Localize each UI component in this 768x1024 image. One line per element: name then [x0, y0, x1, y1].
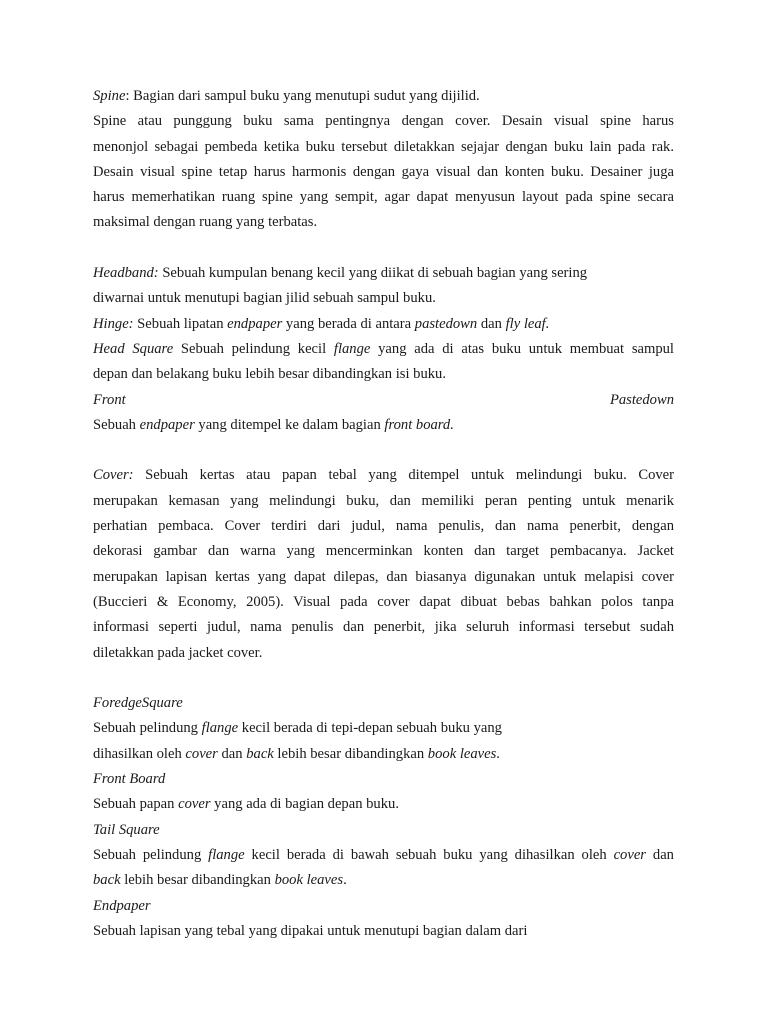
paragraph-line: back lebih besar dibandingkan book leaves.: [93, 872, 347, 889]
paragraph-line: Desain visual spine tetap harus harmonis dengan gaya visual dan konten buku. Desainer juga: [93, 163, 674, 180]
paragraph-line: informasi seperti judul, nama penulis dan penerbit, jika seluruh informasi tersebut sudah: [93, 619, 674, 636]
paragraph-line: merupakan lapisan kertas yang dapat dilepas, dan biasanya digunakan untuk melapisi cover: [93, 568, 674, 585]
term-front-board: Front Board: [93, 771, 166, 788]
document-page: [93, 84, 674, 944]
endpaper-definition: Sebuah lapisan yang tebal yang dipakai untuk menutupi bagian dalam dari: [93, 922, 528, 939]
cover-definition: Cover: Sebuah kertas atau papan tebal yang ditempel untuk melindungi buku. Cover: [93, 467, 674, 484]
head-square-definition: Head Square Sebuah pelindung kecil flange yang ada di atas buku untuk membuat sampul: [93, 340, 674, 357]
tail-square-definition: Sebuah pelindung flange kecil berada di bawah sebuah buku yang dihasilkan oleh cover dan: [93, 846, 674, 863]
paragraph-line: diwarnai untuk menutupi bagian jilid sebuah sampul buku.: [93, 290, 436, 307]
term-spine: Spine: [93, 88, 126, 104]
paragraph-line: depan dan belakang buku lebih besar dibandingkan isi buku.: [93, 366, 447, 383]
paragraph-line: menonjol sebagai pembeda ketika buku tersebut diletakkan sejajar dengan buku lain pada rak.: [93, 138, 674, 155]
paragraph-line: maksimal dengan ruang yang terbatas.: [93, 214, 318, 231]
blank-line: [93, 438, 674, 463]
term-hinge: Hinge:: [93, 315, 134, 332]
blank-line: [93, 236, 674, 261]
spine-definition: Spine: Bagian dari sampul buku yang menutupi sudut yang dijilid.: [93, 88, 480, 104]
paragraph-line: dekorasi gambar dan warna yang mencerminkan konten dan target pembacanya. Jacket: [93, 543, 674, 560]
term-tail-square: Tail Square: [93, 821, 160, 838]
paragraph-line: merupakan kemasan yang melindungi buku, dan memiliki peran penting untuk menarik: [93, 492, 674, 509]
blank-line: [93, 666, 674, 691]
paragraph-line: perhatian pembaca. Cover terdiri dari judul, nama penulis, dan nama penerbit, dengan: [93, 518, 674, 535]
hinge-definition: Hinge: Sebuah lipatan endpaper yang berada di antara pastedown dan fly leaf.: [93, 315, 550, 332]
term-foredge-square: ForedgeSquare: [93, 695, 183, 712]
term-pastedown: Pastedown: [609, 391, 674, 408]
paragraph-line: (Buccieri & Economy, 2005). Visual pada cover dapat dibuat bebas bahkan polos tanpa: [93, 593, 674, 610]
term-front: Front: [93, 391, 126, 408]
front-board-definition: Sebuah papan cover yang ada di bagian depan buku.: [93, 796, 399, 813]
term-head-square: Head Square: [93, 340, 174, 357]
paragraph-line: dihasilkan oleh cover dan back lebih besar dibandingkan book leaves.: [93, 745, 500, 762]
paragraph-line: diletakkan pada jacket cover.: [93, 644, 263, 661]
headband-definition: Headband: Sebuah kumpulan benang kecil yang diikat di sebuah bagian yang sering: [93, 265, 588, 282]
term-headband: Headband:: [93, 265, 159, 282]
front-pastedown-definition: Sebuah endpaper yang ditempel ke dalam bagian front board.: [93, 416, 454, 433]
term-endpaper: Endpaper: [93, 897, 151, 914]
paragraph-line: Spine atau punggung buku sama pentingnya dengan cover. Desain visual spine harus: [93, 113, 674, 130]
front-pastedown-heading: [93, 388, 674, 413]
foredge-definition: Sebuah pelindung flange kecil berada di tepi-depan sebuah buku yang: [93, 720, 502, 737]
paragraph-line: harus memerhatikan ruang spine yang sempit, agar dapat menyusun layout pada spine secara: [93, 189, 674, 206]
term-cover: Cover:: [93, 467, 134, 484]
